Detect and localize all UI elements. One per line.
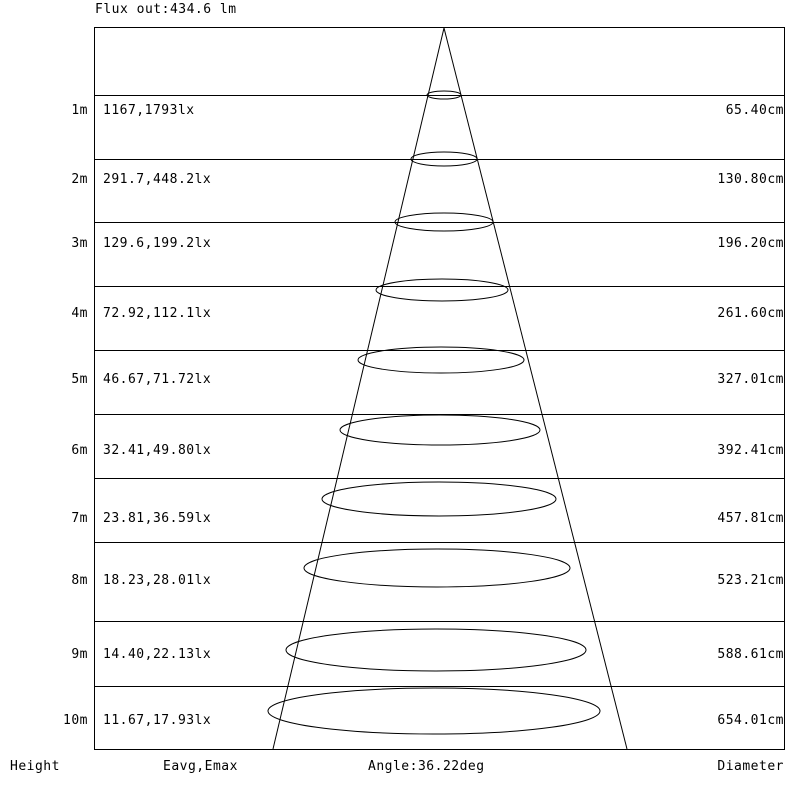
row-diameter-8: 523.21cm [717,573,784,588]
row-height-4: 4m [71,306,88,321]
row-height-7: 7m [71,511,88,526]
row-diameter-10: 654.01cm [717,713,784,728]
row-eavg-emax-1: 1167,1793lx [103,103,195,118]
footer-angle-label: Angle:36.22deg [368,759,485,774]
row-diameter-6: 392.41cm [717,443,784,458]
row-eavg-emax-7: 23.81,36.59lx [103,511,212,526]
flux-out-label: Flux out:434.6 lm [95,2,237,17]
beam-ellipses [268,91,600,734]
row-diameter-3: 196.20cm [717,236,784,251]
row-height-1: 1m [71,103,88,118]
row-diameter-5: 327.01cm [717,372,784,387]
footer-height-label: Height [10,759,60,774]
row-height-10: 10m [63,713,88,728]
row-eavg-emax-6: 32.41,49.80lx [103,443,212,458]
row-height-3: 3m [71,236,88,251]
row-eavg-emax-5: 46.67,71.72lx [103,372,212,387]
row-diameter-1: 65.40cm [725,103,784,118]
row-diameter-7: 457.81cm [717,511,784,526]
row-eavg-emax-8: 18.23,28.01lx [103,573,212,588]
row-eavg-emax-10: 11.67,17.93lx [103,713,212,728]
row-height-5: 5m [71,372,88,387]
row-diameter-4: 261.60cm [717,306,784,321]
row-eavg-emax-2: 291.7,448.2lx [103,172,212,187]
footer-diameter-label: Diameter [717,759,784,774]
row-height-6: 6m [71,443,88,458]
row-height-8: 8m [71,573,88,588]
row-eavg-emax-3: 129.6,199.2lx [103,236,212,251]
row-height-2: 2m [71,172,88,187]
plot-frame [95,28,785,750]
footer-eavg-emax-label: Eavg,Emax [163,759,238,774]
row-eavg-emax-4: 72.92,112.1lx [103,306,212,321]
row-diameter-9: 588.61cm [717,647,784,662]
row-height-9: 9m [71,647,88,662]
cone-edges [273,28,627,749]
row-eavg-emax-9: 14.40,22.13lx [103,647,212,662]
row-diameter-2: 130.80cm [717,172,784,187]
